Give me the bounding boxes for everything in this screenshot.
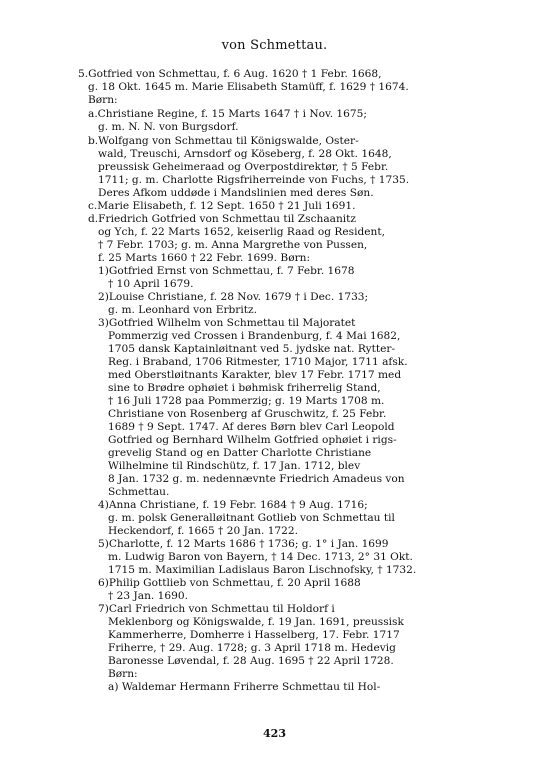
text-line: 7)Carl Friedrich von Schmettau til Holdorf i — [98, 603, 335, 615]
text-line: 5)Charlotte, f. 12 Marts 1686 † 1736; g. 1° i Jan. 1699 — [98, 538, 389, 550]
text-line: a.Christiane Regine, f. 15 Marts 1647 † i Nov. 1675; — [88, 108, 367, 120]
text-line: 5.Gotfried von Schmettau, f. 6 Aug. 1620 † 1 Febr. 1668, — [78, 68, 382, 80]
text-line: wald, Treuschi, Arnsdorf og Köseberg, f. 28 Okt. 1648, — [98, 148, 392, 160]
text-line: Kammerherre, Domherre i Hasselberg, 17. Febr. 1717 — [108, 629, 400, 641]
text-line: Reg. i Braband, 1706 Ritmester, 1710 Major, 1711 afsk. — [108, 356, 408, 368]
text-line: Wilhelmine til Rindschütz, f. 17 Jan. 1712, blev — [108, 460, 361, 472]
text-line: † 23 Jan. 1690. — [108, 590, 188, 602]
text-line: og Ych, f. 22 Marts 1652, keiserlig Raad og Resident, — [98, 226, 385, 238]
text-line: d.Friedrich Gotfried von Schmettau til Zschaanitz — [88, 213, 357, 225]
text-line: 1689 † 9 Sept. 1747. Af deres Børn blev Carl Leopold — [108, 421, 395, 433]
running-header: von Schmettau. — [221, 38, 328, 53]
text-line: 3)Gotfried Wilhelm von Schmettau til Majoratet — [98, 317, 356, 329]
text-line: 1715 m. Maximilian Ladislaus Baron Lischnofsky, † 1732. — [108, 564, 417, 576]
text-line: a) Waldemar Hermann Friherre Schmettau til Hol- — [108, 681, 381, 693]
text-line: Baronesse Løvendal, f. 28 Aug. 1695 † 22 April 1728. — [108, 655, 394, 667]
text-line: g. 18 Okt. 1645 m. Marie Elisabeth Stamüff, f. 1629 † 1674. — [88, 81, 409, 93]
text-line: grevelig Stand og en Datter Charlotte Christiane — [108, 447, 372, 459]
text-line: 6)Philip Gottlieb von Schmettau, f. 20 April 1688 — [98, 577, 361, 589]
text-line: f. 25 Marts 1660 † 22 Febr. 1699. Børn: — [98, 252, 311, 264]
text-line: preussisk Geheimeraad og Overpostdirektør, † 5 Febr. — [98, 161, 389, 173]
text-line: 4)Anna Christiane, f. 19 Febr. 1684 † 9 Aug. 1716; — [98, 499, 368, 511]
page-number: 423 — [263, 727, 286, 740]
text-line: m. Ludwig Baron von Bayern, † 14 Dec. 1713, 2° 31 Okt. — [108, 551, 413, 563]
text-line: Gotfried og Bernhard Wilhelm Gotfried ophøiet i rigs- — [108, 434, 397, 446]
text-line: Pommerzig ved Crossen i Brandenburg, f. 4 Mai 1682, — [108, 330, 401, 342]
genealogy-text — [78, 68, 496, 694]
text-line: c.Marie Elisabeth, f. 12 Sept. 1650 † 21 Juli 1691. — [88, 200, 356, 212]
text-line: † 10 April 1679. — [108, 278, 194, 290]
text-line: g. m. polsk Generalløitnant Gotlieb von Schmettau til — [108, 512, 395, 524]
text-line: sine to Brødre ophøiet i bøhmisk friherrelig Stand, — [108, 382, 381, 394]
text-line: Meklenborg og Königswalde, f. 19 Jan. 1691, preussisk — [108, 616, 404, 628]
text-line: † 7 Febr. 1703; g. m. Anna Margrethe von Pussen, — [98, 239, 368, 251]
text-line: Schmettau. — [108, 486, 170, 498]
text-line: g. m. N. N. von Burgsdorf. — [98, 121, 239, 133]
text-line: 2)Louise Christiane, f. 28 Nov. 1679 † i Dec. 1733; — [98, 291, 369, 303]
text-line: med Oberstløitnants Karakter, blev 17 Febr. 1717 med — [108, 369, 402, 381]
text-line: 1705 dansk Kaptainløitnant ved 5. jydske nat. Rytter- — [108, 343, 396, 355]
text-line: b.Wolfgang von Schmettau til Königswalde, Oster- — [88, 135, 359, 147]
text-line: Christiane von Rosenberg af Gruschwitz, f. 25 Febr. — [108, 408, 387, 420]
text-line: † 16 Juli 1728 paa Pommerzig; g. 19 Marts 1708 m. — [108, 395, 385, 407]
text-line: Heckendorf, f. 1665 † 20 Jan. 1722. — [108, 525, 299, 537]
text-line: Børn: — [88, 94, 118, 106]
text-line: 1)Gotfried Ernst von Schmettau, f. 7 Febr. 1678 — [98, 265, 355, 277]
text-line: Børn: — [108, 668, 138, 680]
text-line: Friherre, † 29. Aug. 1728; g. 3 April 1718 m. Hedevig — [108, 642, 396, 654]
text-line: 8 Jan. 1732 g. m. nedennævnte Friedrich Amadeus von — [108, 473, 405, 485]
text-line: g. m. Leonhard von Erbritz. — [108, 304, 257, 316]
text-line: 1711; g. m. Charlotte Rigsfriherreinde von Fuchs, † 1735. — [98, 174, 410, 186]
text-line: Deres Afkom uddøde i Mandslinien med deres Søn. — [98, 187, 374, 199]
